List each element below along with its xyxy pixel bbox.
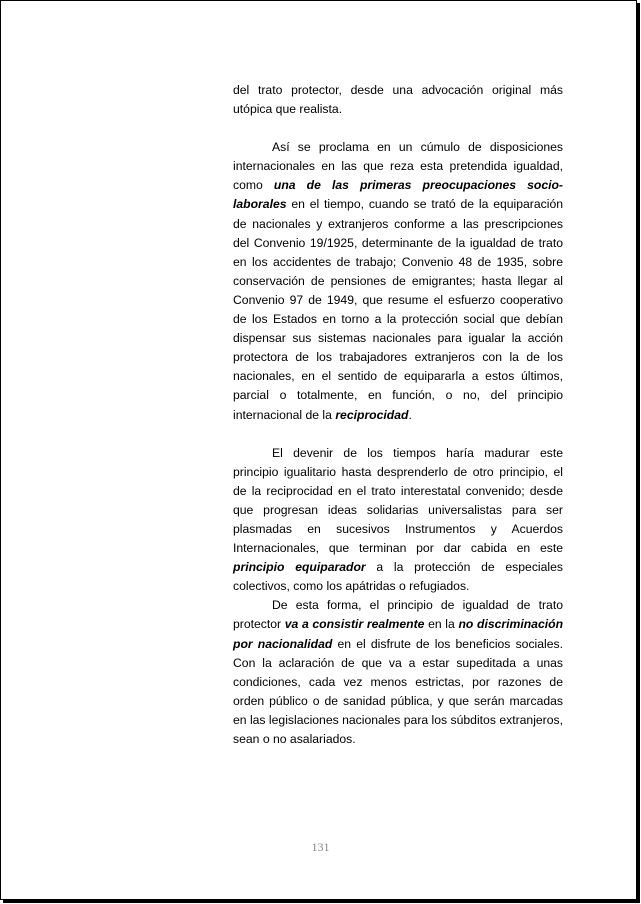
paragraph-4-emphasis-b: no discriminación por nacionalidad [233, 617, 564, 651]
paragraph-3 [233, 444, 563, 597]
paragraph-2-text-c: . [408, 407, 412, 422]
paragraph-4 [233, 596, 563, 749]
body-text [233, 81, 563, 749]
paragraph-4-text-a: De esta forma, el principio de igualdad de trato protector [233, 598, 563, 632]
paragraph-4-text-c: en el disfrute de los beneficios sociales. Con la aclaración de que va a estar supeditada a unas condiciones, cada vez menos estrictas, por razones de orden público o de sanidad pública, y que serán marcadas en las legislaciones nacionales para los súbditos extranjeros, sean o no asalariados. [233, 636, 563, 746]
page-number: 131 [311, 840, 330, 854]
paragraph-2-emphasis-b: reciprocidad [335, 407, 409, 422]
paragraph-4-emphasis-a: va a consistir realmente [284, 617, 425, 632]
paragraph-1-text: del trato protector, desde una advocación original más utópica que realista. [233, 83, 563, 117]
paragraph-3-text-b: a la protección de especiales colectivos, como los apátridas o refugiados. [233, 560, 563, 594]
paragraph-3-emphasis-a: principio equiparador [233, 560, 366, 575]
paragraph-1 [233, 81, 563, 119]
paragraph-2-emphasis-a: una de las primeras preocupaciones socio-laborales [233, 178, 563, 212]
paragraph-3-text-a: El devenir de los tiempos haría madurar este principio igualitario hasta desprenderlo de otro principio, el de la reciprocidad en el trato interestatal convenido; desde que progresan ideas solidarias universalistas para ser plasmadas en sucesivos Instrumentos y Acuerdos Internacionales, que terminan por dar cabida en este [233, 445, 563, 556]
paragraph-2-text-b: en el tiempo, cuando se trató de la equiparación de nacionales y extranjeros conforme a las prescripciones del Convenio 19/1925, determinante de la igualdad de trato en los accidentes de trabajo; Convenio 48 de 1935, sobre conservación de pensiones de emigrantes; hasta llegar al Convenio 97 de 1949, que resume el esfuerzo cooperativo de los Estados en torno a la protección social que debían dispensar sus sistemas nacionales para igualar la acción protectora de los trabajadores extranjeros con la de los nacionales, en el sentido de equipararla a estos últimos, parcial o totalmente, en función, o no, del principio internacional de la [233, 197, 563, 422]
paragraph-4-text-b: en la [424, 617, 459, 632]
paragraph-2-text-a: Así se proclama en un cúmulo de disposiciones internacionales en las que reza esta pretendida igualdad, como [233, 140, 563, 193]
paragraph-2 [233, 138, 563, 424]
paragraph-gap [233, 119, 563, 138]
paragraph-gap [233, 425, 563, 444]
